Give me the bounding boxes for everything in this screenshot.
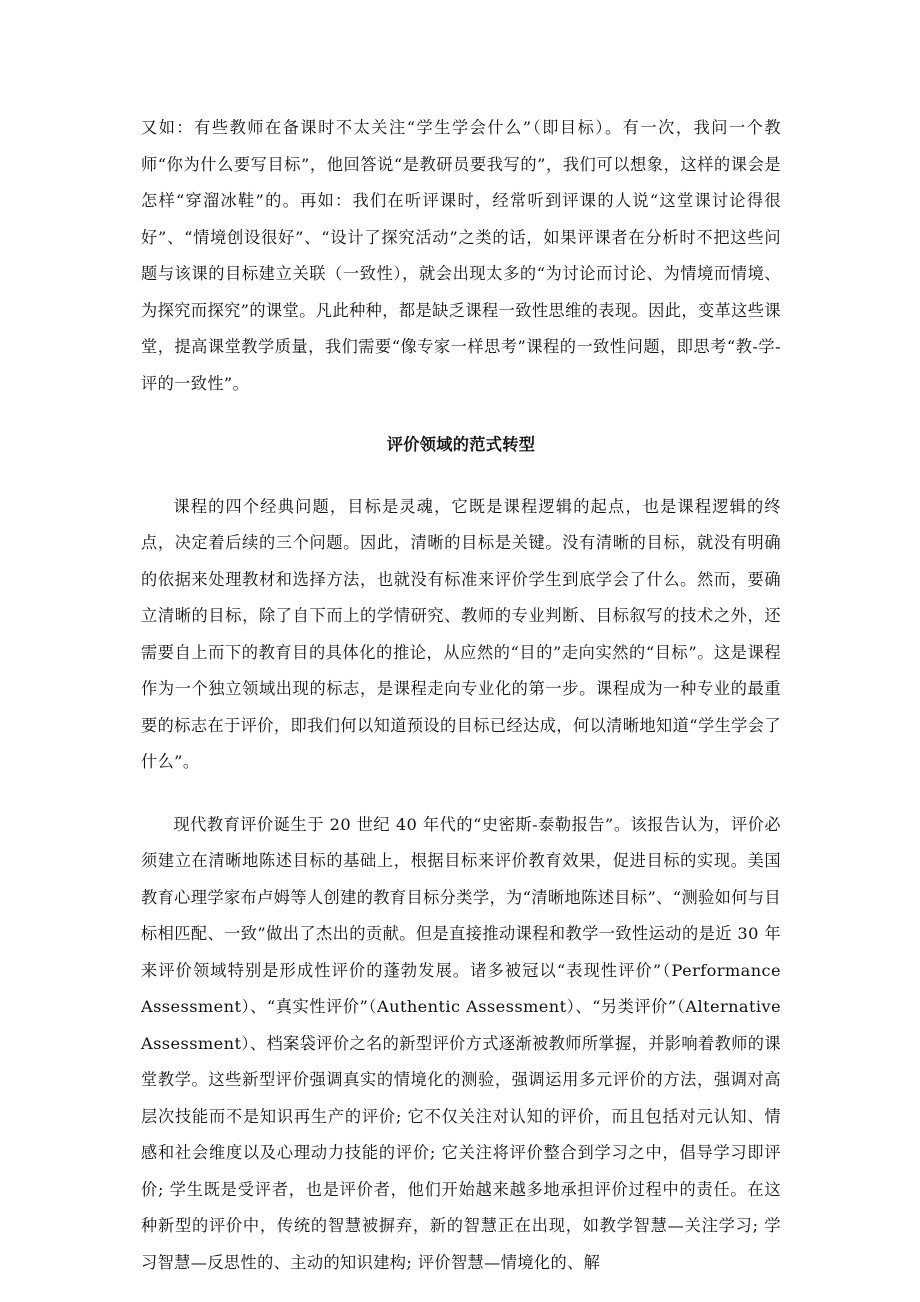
body-paragraph-3: 现代教育评价诞生于 20 世纪 40 年代的“史密斯-泰勒报告”。该报告认为，评价必须建立在清晰地陈述目标的基础上，根据目标来评价教育效果，促进目标的实现。美国教育心理学家布卢姆等人创建的教育目标分类学，为“清晰地陈述目标”、“测验如何与目标相匹配、一致”做出了杰出的贡献。但是直接推动课程和教学一致性运动的是近 30 年来评价领域特别是形成性评价的蓬勃发展。诸多被冠以“表现性评价”（Performance Assessment）、“真实性评价”（Authentic Assessment）、“另类评价”（Alternative Assessment）、档案袋评价之名的新型评价方式逐渐被教师所掌握，并影响着教师的课堂教学。这些新型评价强调真实的情境化的测验，强调运用多元评价的方法，强调对高层次技能而不是知识再生产的评价; 它不仅关注对认知的评价，而且包括对元认知、情感和社会维度以及心理动力技能的评价; 它关注将评价整合到学习之中，倡导学习即评价; 学生既是受评者，也是评价者，他们开始越来越多地承担评价过程中的责任。在这种新型的评价中，传统的智慧被摒弃，新的智慧正在出现，如教学智慧—关注学习; 学习智慧—反思性的、主动的知识建构; 评价智慧—情境化的、解 — [141, 814, 781, 1272]
body-paragraph-1: 又如：有些教师在备课时不太关注“学生学会什么”（即目标）。有一次，我问一个教师“你为什么要写目标”，他回答说“是教研员要我写的”，我们可以想象，这样的课会是怎样“穿溜冰鞋”的。再如：我们在听评课时，经常听到评课的人说“这堂课讨论得很好”、“情境创设很好”、“设计了探究活动”之类的话，如果评课者在分析时不把这些问题与该课的目标建立关联（一致性），就会出现太多的“为讨论而讨论、为情境而情境、为探究而探究”的课堂。凡此种种，都是缺乏课程一致性思维的表现。因此，变革这些课堂，提高课堂教学质量，我们需要“像专家一样思考”课程的一致性问题，即思考“教-学-评的一致性”。 — [141, 118, 781, 393]
paragraph-gap — [141, 781, 781, 807]
body-paragraph-2: 课程的四个经典问题，目标是灵魂，它既是课程逻辑的起点，也是课程逻辑的终点，决定着后续的三个问题。因此，清晰的目标是关键。没有清晰的目标，就没有明确的依据来处理教材和选择方法，也就没有标准来评价学生到底学会了什么。然而，要确立清晰的目标，除了自下而上的学情研究、教师的专业判断、目标叙写的技术之外，还需要自上而下的教育目的具体化的推论，从应然的“目的”走向实然的“目标”。这是课程作为一个独立领域出现的标志，是课程走向专业化的第一步。课程成为一种专业的最重要的标志在于评价，即我们何以知道预设的目标已经达成，何以清晰地知道“学生学会了什么”。 — [141, 496, 781, 771]
document-page — [141, 110, 781, 1281]
section-heading: 评价领域的范式转型 — [386, 435, 536, 454]
